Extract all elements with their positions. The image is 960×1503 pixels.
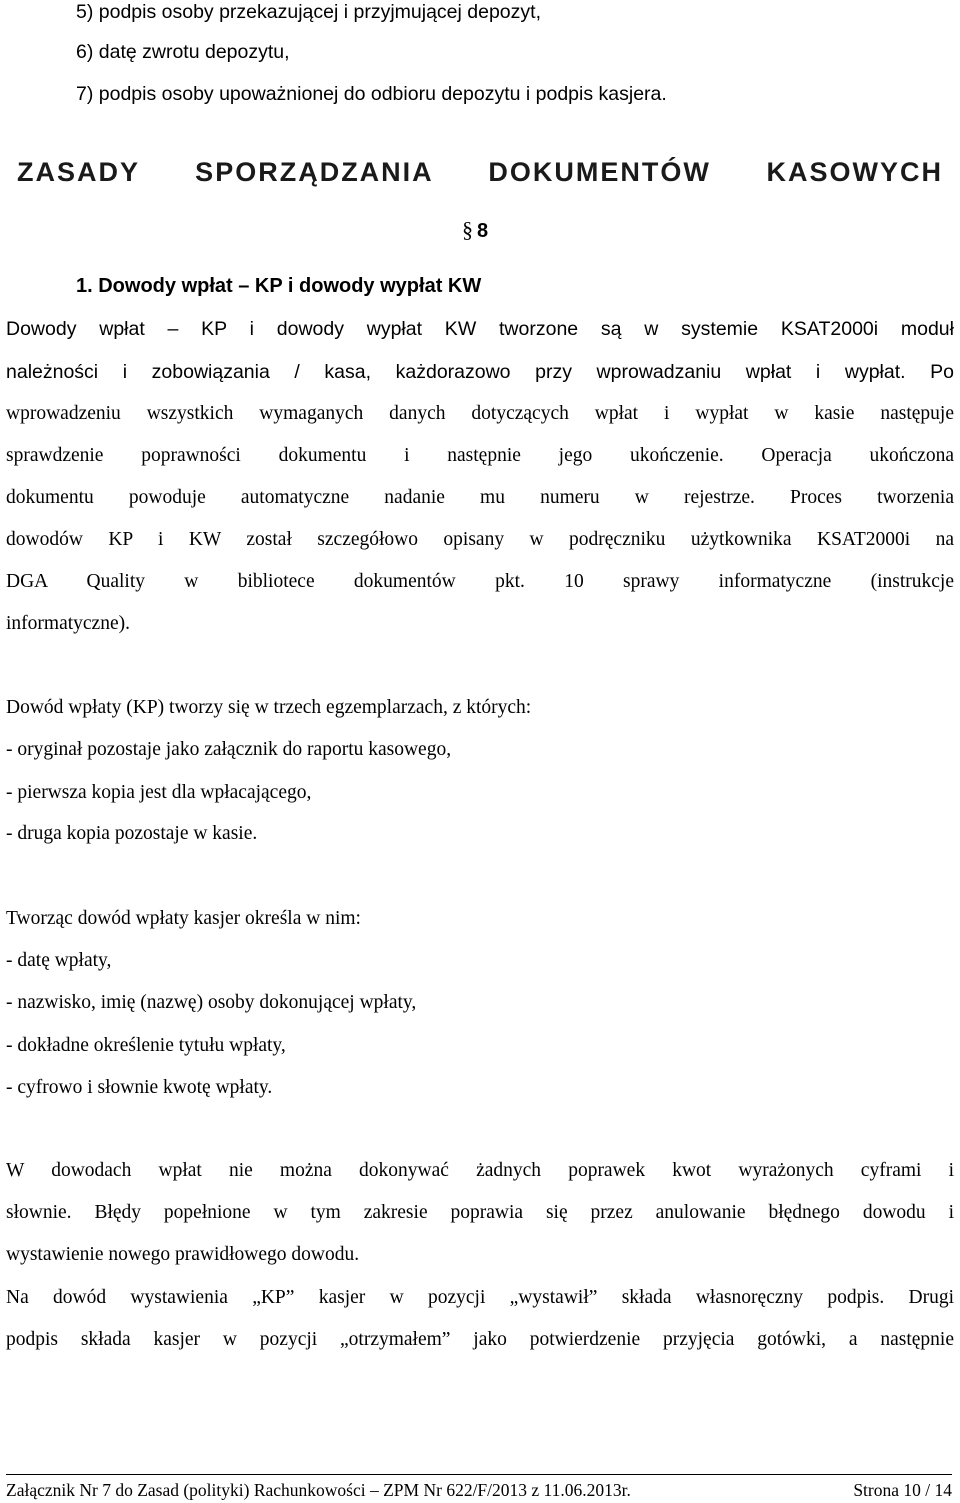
paragraph-line: słownie. Błędy popełnione w tym zakresie poprawia się przez anulowanie błędnego dowodu i	[6, 1202, 954, 1223]
paragraph-line: Dowody wpłat – KP i dowody wypłat KW tworzone są w systemie KSAT2000i moduł	[6, 318, 954, 340]
paragraph-line: wprowadzeniu wszystkich wymaganych danych dotyczących wpłat i wypłat w kasie następuje	[6, 403, 954, 424]
list-intro: Dowód wpłaty (KP) tworzy się w trzech egzemplarzach, z których:	[6, 697, 532, 718]
list-item: - datę wpłaty,	[6, 950, 112, 971]
section-heading: ZASADY SPORZĄDZANIA DOKUMENTÓW KASOWYCH	[17, 157, 943, 187]
paragraph-line: podpis składa kasjer w pozycji „otrzymałem” jako potwierdzenie przyjęcia gotówki, a następnie	[6, 1329, 954, 1350]
list-item: 5) podpis osoby przekazującej i przyjmującej depozyt,	[76, 1, 541, 23]
subheading: 1. Dowody wpłat – KP i dowody wypłat KW	[76, 275, 482, 297]
paragraph-line: DGA Quality w bibliotece dokumentów pkt. 10 sprawy informatyczne (instrukcje	[6, 571, 954, 592]
paragraph-line: należności i zobowiązania / kasa, każdorazowo przy wprowadzaniu wpłat i wypłat. Po	[6, 361, 954, 383]
paragraph-line: wystawienie nowego prawidłowego dowodu.	[6, 1244, 360, 1265]
paragraph-line: W dowodach wpłat nie można dokonywać żadnych poprawek kwot wyrażonych cyframi i	[6, 1160, 954, 1181]
list-item: - druga kopia pozostaje w kasie.	[6, 823, 258, 844]
list-item: 6) datę zwrotu depozytu,	[76, 41, 290, 63]
list-item: - dokładne określenie tytułu wpłaty,	[6, 1035, 286, 1056]
list-item: - pierwsza kopia jest dla wpłacającego,	[6, 782, 312, 803]
paragraph-line: sprawdzenie poprawności dokumentu i następnie jego ukończenie. Operacja ukończona	[6, 445, 954, 466]
list-item: 7) podpis osoby upoważnionej do odbioru depozytu i podpis kasjera.	[76, 83, 667, 105]
section-number-value: 8	[477, 220, 489, 242]
paragraph-line: Na dowód wystawienia „KP” kasjer w pozycji „wystawił” składa własnoręczny podpis. Drugi	[6, 1287, 954, 1308]
footer-document-reference: Załącznik Nr 7 do Zasad (polityki) Rachunkowości – ZPM Nr 622/F/2013 z 11.06.2013r.	[6, 1480, 631, 1500]
list-intro: Tworząc dowód wpłaty kasjer określa w nim:	[6, 908, 361, 929]
paragraph-line: informatyczne).	[6, 613, 130, 634]
list-item: - nazwisko, imię (nazwę) osoby dokonującej wpłaty,	[6, 992, 417, 1013]
section-sign: §	[462, 217, 473, 242]
list-item: - cyfrowo i słownie kwotę wpłaty.	[6, 1077, 273, 1098]
paragraph-line: dowodów KP i KW został szczegółowo opisany w podręczniku użytkownika KSAT2000i na	[6, 529, 954, 550]
paragraph-line: dokumentu powoduje automatyczne nadanie mu numeru w rejestrze. Proces tworzenia	[6, 487, 954, 508]
list-item: - oryginał pozostaje jako załącznik do raportu kasowego,	[6, 739, 452, 760]
section-number	[462, 217, 488, 244]
footer-divider	[6, 1474, 952, 1475]
footer-page-number: Strona 10 / 14	[853, 1480, 952, 1500]
